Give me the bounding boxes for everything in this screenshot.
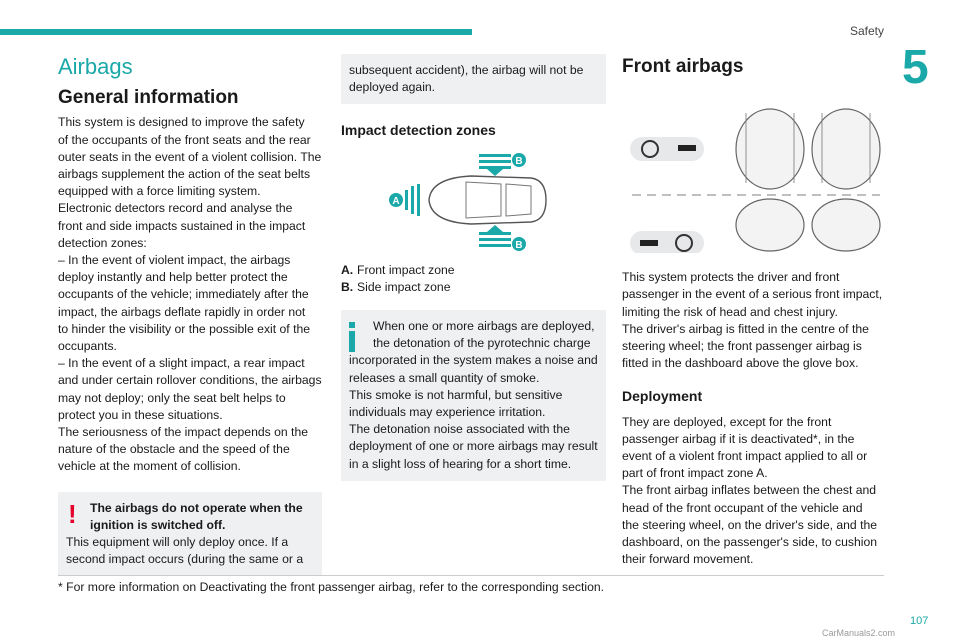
- page-title: Airbags: [58, 54, 133, 79]
- warning-icon: !: [68, 498, 77, 529]
- footnote-divider: [58, 575, 884, 576]
- impact-zones-diagram: [341, 148, 606, 258]
- warning-text: This equipment will only deploy once. If a second impact occurs (during the same or a: [66, 535, 304, 567]
- car-top-view-icon: [429, 176, 546, 224]
- zone-b-bottom-marker: [512, 237, 526, 251]
- front-text: This system protects the driver and front passenger in the event of a serious front impact, limiting the risk of head and chest injury. The driver's airbag is fitted in the centre of the steering wheel; the front passenger airbag is fitted in the dashboard above the glove box.: [622, 270, 883, 371]
- warning-bold-text: The airbags do not operate when the ignition is switched off.: [90, 500, 303, 532]
- zone-b-bottom-arrows: [479, 225, 511, 247]
- dashboard-lhd-icon: [630, 137, 704, 161]
- column-3: [622, 54, 884, 568]
- zone-a-marker: [389, 193, 403, 207]
- general-text: This system is designed to improve the safety of the occupants of the front seats and the rear outer seats in the event of a violent collision. The airbags supplement the action of the seat belts equipped with a force limiting system. Electronic detectors record and analyse the front and side impacts sustained in the impact detection zones: – In the event of violent impact, the airbags deploy instantly and help better protect the occupants of the vehicle; immediately after the impact, the airbags deflate rapidly in order not to hinder the visibility or the possible exit of the occupants. – In the event of a slight impact, a rear impact and under certain rollover conditions, the airbags may not deploy; only the seat belt helps to protect you in these situations. The seriousness of the impact depends on the nature of the obstacle and the speed of the vehicle at the moment of collision.: [58, 115, 322, 474]
- warning-box-continued: [341, 54, 606, 104]
- inflated-airbag-icons: [736, 109, 880, 251]
- column-1: [58, 54, 322, 576]
- warning-continued-text: subsequent accident), the airbag will not be deployed again.: [349, 63, 584, 95]
- section-title: Safety: [850, 24, 885, 38]
- info-text-first: When one or more airbags are deployed, the detonation of the pyrotechnic charge: [373, 319, 595, 351]
- zone-a-label: A: [392, 195, 400, 207]
- impact-legend: [341, 262, 606, 296]
- deployment-heading: Deployment: [622, 388, 703, 405]
- legend-item: B. Side impact zone: [341, 279, 451, 294]
- column-2: [341, 54, 606, 481]
- impact-heading: Impact detection zones: [341, 122, 496, 139]
- front-heading: Front airbags: [622, 56, 744, 77]
- info-text-rest: incorporated in the system makes a noise and releases a small quantity of smoke. This smoke is not harmful, but sensitive individuals may experience irritation. The detonation noise associated with the deployment of one or more airbags may result in a slight loss of hearing for a short time.: [349, 353, 598, 471]
- header-accent-bar: [0, 29, 472, 35]
- general-heading: General information: [58, 87, 239, 109]
- warning-box: [58, 492, 322, 577]
- chapter-number: 5: [902, 41, 929, 94]
- dashboard-rhd-icon: [630, 231, 704, 253]
- zone-b-top-arrows: [479, 154, 511, 176]
- page-number: 107: [910, 615, 929, 627]
- zone-b-bottom-label: B: [515, 239, 523, 251]
- zone-b-top-label: B: [515, 155, 523, 167]
- watermark: CarManuals2.com: [822, 628, 896, 638]
- zone-b-top-marker: [512, 153, 526, 167]
- info-icon: [349, 322, 355, 352]
- info-box: [341, 310, 606, 481]
- deployment-text: They are deployed, except for the front passenger airbag if it is deactivated*, in the event of a violent front impact applied to all or part of front impact zone A. The front airbag inflates between the chest and head of the front occupant of the vehicle and the steering wheel, on the driver's side, and the dashboard, on the passenger's side, to cushion their forward movement.: [622, 414, 878, 567]
- zone-a-arrows: [405, 184, 420, 216]
- legend-item: A. Front impact zone: [341, 262, 455, 277]
- footnote: * For more information on Deactivating the front passenger airbag, refer to the corresponding section.: [58, 580, 605, 594]
- front-airbags-illustration: [622, 83, 884, 253]
